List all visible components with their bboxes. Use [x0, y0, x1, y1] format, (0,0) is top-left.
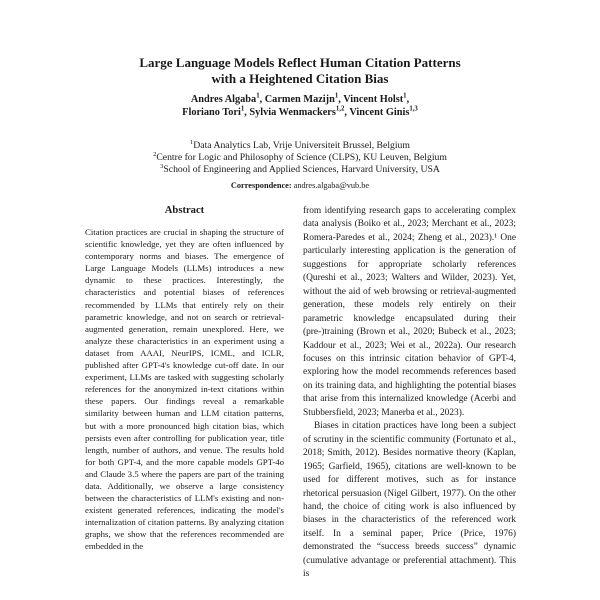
- affiliations: [20, 140, 580, 176]
- author-affiliation-marker: 1: [256, 92, 260, 100]
- author-name: Sylvia Wenmackers: [249, 107, 336, 118]
- author-affiliation-marker: 1: [334, 92, 339, 100]
- author-affiliation-marker: 1: [240, 105, 245, 113]
- author-affiliation-marker: 1,3: [409, 105, 418, 113]
- paper-title: [50, 55, 550, 86]
- left-column: [85, 205, 284, 553]
- author-name: Vincent Holst: [343, 94, 404, 105]
- author-affiliation-marker: 1,2: [335, 105, 345, 113]
- right-column: [303, 205, 516, 582]
- abstract-text: Citation practices are crucial in shaping the structure of scientific knowledge, yet they are often influenced by contemporary norms and biases. The emergence of Large Language Models (LLMs) introduces a new dynamic to these practices. Interestingly, the characteristics and potential biases of references recommended by LLMs that entirely rely on their parametric knowledge, and not on search or retrieval-augmented generation, remain unexplored. Here, we analyze these characteristics in an experiment using a dataset from AAAI, NeurIPS, ICML, and ICLR, published after GPT-4's knowledge cut-off date. In our experiment, LLMs are tasked with suggesting scholarly references for the anonymized in-text citations within these papers. Our findings reveal a remarkable similarity between human and LLM citation patterns, but with a more pronounced high citation bias, which persists even after controlling for publication year, title length, number of authors, and venue. The results hold for both GPT-4, and the more capable models GPT-4o and Claude 3.5 where the papers are part of the training data. Additionally, we observe a large consistency between the characteristics of LLM's existing and non-existent generated references, indicating the model's internalization of citation patterns. By analyzing citation graphs, we show that the references recommended are embedded in the: [85, 227, 284, 552]
- author-affiliation-marker: 1: [403, 92, 407, 100]
- author-list: Andres Algaba$^1$, Carmen Mazijn$^1$, Vincent Holst$^1$, Floriano Tori$^1$, Sylvia Wenmackers$^{1,2}$, Vincent Ginis$^{1,3}$: [182, 92, 418, 118]
- author-name: Floriano Tori: [182, 107, 241, 118]
- author-name: Andres Algaba: [190, 94, 257, 105]
- author-name: Carmen Mazijn: [264, 94, 335, 105]
- affiliation-line: $^3$School of Engineering and Applied Sciences, Harvard University, USA: [160, 162, 440, 175]
- intro-paragraph-1: from identifying research gaps to accelerating complex data analysis (Boiko et al., 2023; Merchant et al., 2023; Romera-Paredes et al., 2024; Zheng et al., 2023).¹ One particularly interesting application is the generation of suggestions for appropriate scholarly references (Qureshi et al., 2023; Walters and Wilder, 2023). Yet, without the aid of web browsing or retrieval-augmented generation, these models rely entirely on their parametric knowledge encapsulated during their (pre-)training (Brown et al., 2020; Bubeck et al., 2023; Kaddour et al., 2023; Wei et al., 2022a). Our research focuses on this intrinsic citation behavior of GPT-4, exploring how the model recommends references based on its training data, and highlighting the potential biases that arise from this internalized knowledge (Acerbi and Stubbersfield, 2023; Manerba et al., 2023).: [303, 206, 516, 418]
- affiliation-line: $^2$Centre for Logic and Philosophy of Science (CLPS), KU Leuven, Belgium: [153, 150, 447, 163]
- abstract-heading: Abstract: [164, 205, 205, 216]
- author-name: Vincent Ginis: [349, 107, 410, 118]
- correspondence-email: andres.algaba@vub.be: [293, 181, 370, 190]
- paper-title-line1: Large Language Models Reflect Human Citation Patterns: [139, 55, 461, 70]
- correspondence-label: Correspondence:: [230, 181, 292, 190]
- correspondence-line: [50, 181, 550, 190]
- affiliation-line: $^1$Data Analytics Lab, Vrije Universiteit Brussel, Belgium: [190, 138, 410, 151]
- intro-paragraph-2: Biases in citation practices have long been a subject of scrutiny in the scientific community (Fortunato et al., 2018; Smith, 2012). Besides normative theory (Kaplan, 1965; Garfield, 1965), citations are well-known to be used for different motives, such as for instance rhetorical persuasion (Nigel Gilbert, 1977). On the other hand, the choice of citing work is also influenced by biases in the characteristics of the referenced work itself. In a seminal paper, Price (Price, 1976) demonstrated the “success breeds success” dynamic (cumulative advantage or preferential attachment). This is: [303, 421, 516, 580]
- paper-title-line2: with a Heightened Citation Bias: [211, 70, 389, 86]
